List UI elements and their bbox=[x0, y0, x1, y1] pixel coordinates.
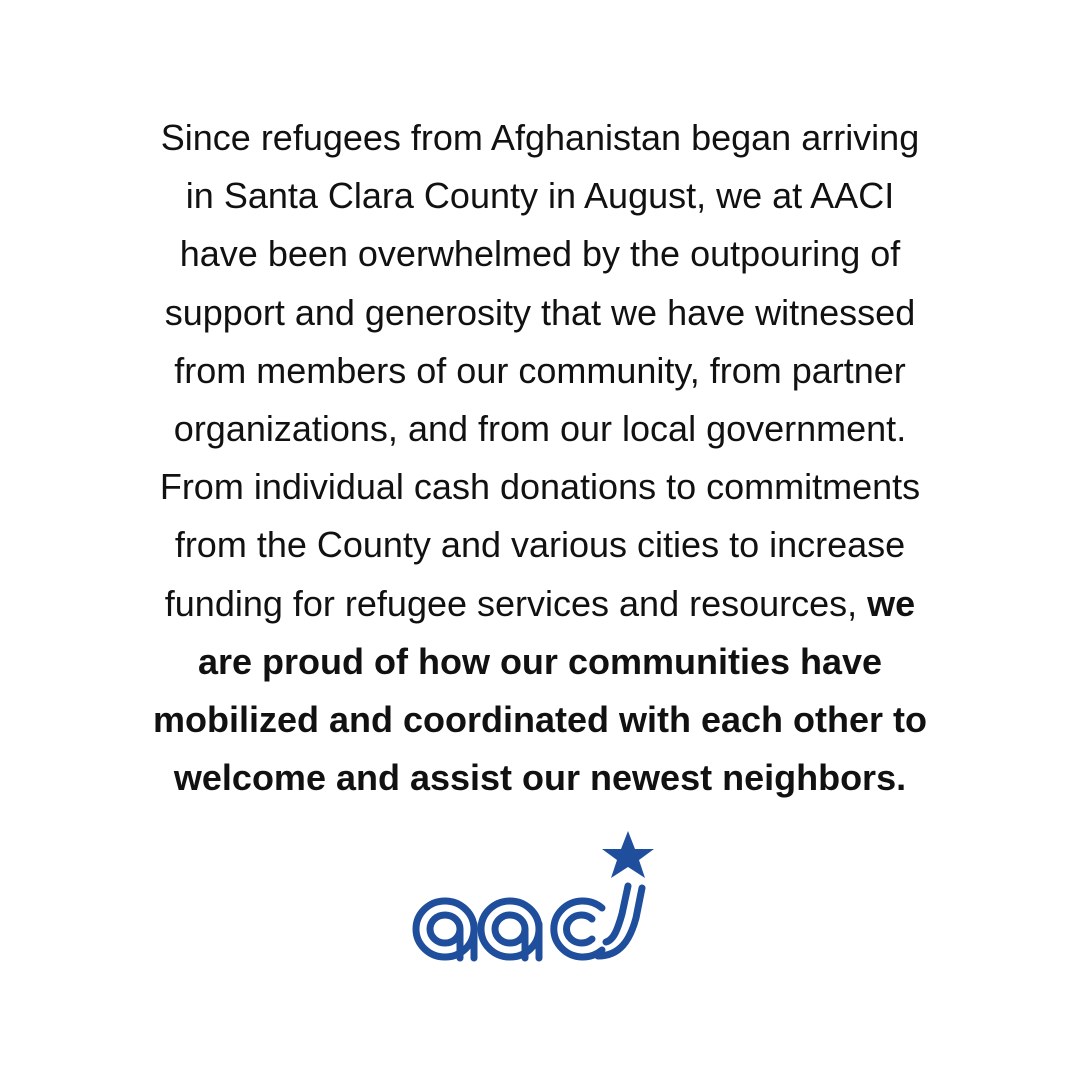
logo-letter-c-outer bbox=[554, 901, 602, 957]
logo-letter-c-inner bbox=[567, 915, 592, 943]
star-icon bbox=[602, 831, 654, 878]
statement-bold-text: we bbox=[867, 582, 916, 624]
statement-text bbox=[95, 109, 985, 807]
logo-letter-a2-outer bbox=[481, 901, 539, 957]
statement-line: have been overwhelmed by the outpouring of bbox=[179, 233, 901, 275]
statement-line: from the County and various cities to increase bbox=[174, 524, 906, 566]
statement-line: From individual cash donations to commitments bbox=[159, 466, 921, 508]
aaci-logo-mark bbox=[410, 828, 670, 968]
statement-line: organizations, and from our local government. bbox=[173, 408, 907, 450]
aaci-logo bbox=[410, 828, 670, 968]
statement-line-mixed bbox=[95, 575, 985, 633]
statement-bold-line: welcome and assist our newest neighbors. bbox=[173, 757, 907, 799]
statement-line: in Santa Clara County in August, we at AACI bbox=[185, 175, 895, 217]
logo-letter-i-swoosh-inner bbox=[606, 886, 628, 942]
logo-letter-a-inner bbox=[430, 915, 460, 943]
statement-line: from members of our community, from partner bbox=[174, 349, 906, 391]
logo-letter-a-outer bbox=[416, 901, 474, 957]
statement-line: Since refugees from Afghanistan began arriving bbox=[160, 117, 920, 158]
statement-bold-line: are proud of how our communities have bbox=[197, 640, 883, 682]
statement-bold-line: mobilized and coordinated with each other to bbox=[152, 699, 928, 741]
statement-regular-text: funding for refugee services and resources, bbox=[164, 582, 868, 624]
statement-line: support and generosity that we have witnessed bbox=[164, 291, 916, 333]
logo-letter-a2-inner bbox=[495, 915, 525, 943]
